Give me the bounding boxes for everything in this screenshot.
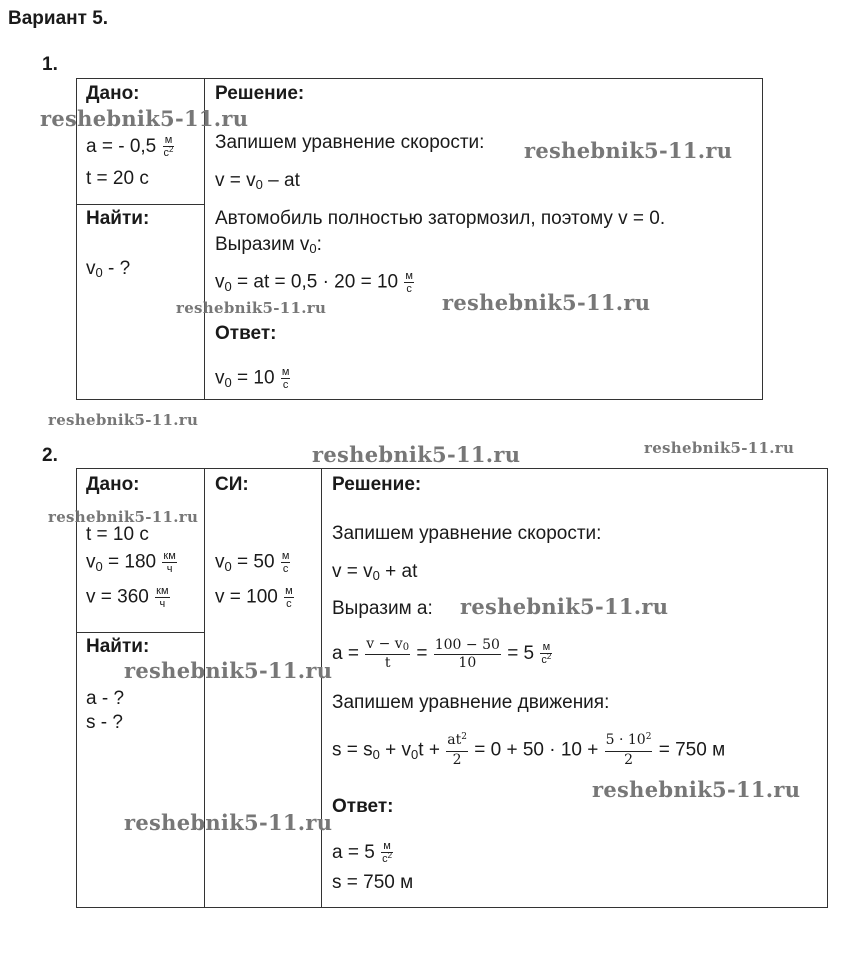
solution-line-2: v = v0 – at xyxy=(215,170,300,192)
watermark: reshebnik5-11.ru xyxy=(524,138,733,163)
solution-formula-distance: s = s0 + v0t + $\frac{at^2}{2}$ = 0 + 50 · 10 + $\frac{5 \cdot 10^2}{2}$ = 750 м xyxy=(332,732,726,768)
answer-acceleration: a = 5 $\frac{м}{с^2}$ xyxy=(332,840,393,865)
answer-value: v0 = 10 $\frac{м}{с}$ xyxy=(215,366,290,391)
solution-formula-acceleration: a = $\frac{v - v0}{t}$ = $\frac{100 - 50}{10}$ = 5 $\frac{м}{с^2}$ xyxy=(332,636,552,671)
solution-line-5: v0 = at = 0,5 · 20 = 10 $\frac{м}{с}$ xyxy=(215,270,413,295)
problem-2-number: 2. xyxy=(42,445,58,466)
find-acceleration: a - ? xyxy=(86,688,125,709)
watermark: reshebnik5-11.ru xyxy=(48,411,199,429)
solution-line-1: Запишем уравнение скорости: xyxy=(215,132,485,153)
given-initial-velocity: v0 = 180 $\frac{км}{ч}$ xyxy=(86,550,176,575)
watermark: reshebnik5-11.ru xyxy=(40,106,249,131)
watermark: reshebnik5-11.ru xyxy=(124,810,333,835)
watermark: reshebnik5-11.ru xyxy=(644,439,795,457)
watermark: reshebnik5-11.ru xyxy=(124,658,333,683)
given-header: Дано: xyxy=(86,83,140,104)
solution-line-1: Запишем уравнение скорости: xyxy=(332,523,602,544)
problem-2-given-divider xyxy=(76,632,204,633)
watermark: reshebnik5-11.ru xyxy=(460,594,669,619)
solution-line-3: Автомобиль полностью затормозил, поэтому v = 0. xyxy=(215,208,666,229)
watermark: reshebnik5-11.ru xyxy=(442,290,651,315)
problem-1-given-divider xyxy=(76,204,204,205)
problem-2-divider-1 xyxy=(204,468,205,908)
watermark: reshebnik5-11.ru xyxy=(176,299,327,317)
solution-header: Решение: xyxy=(215,83,305,104)
solution-line-4: Выразим v0: xyxy=(215,234,322,256)
given-final-velocity: v = 360 $\frac{км}{ч}$ xyxy=(86,585,169,610)
watermark: reshebnik5-11.ru xyxy=(592,777,801,802)
si-final-velocity: v = 100 $\frac{м}{с}$ xyxy=(215,585,293,610)
page-title: Вариант 5. xyxy=(8,8,109,29)
solution-line-5: Запишем уравнение движения: xyxy=(332,692,610,713)
solution-line-3: Выразим a: xyxy=(332,598,433,619)
find-header: Найти: xyxy=(86,636,150,657)
solution-line-2: v = v0 + at xyxy=(332,561,418,583)
answer-header: Ответ: xyxy=(332,796,394,817)
watermark: reshebnik5-11.ru xyxy=(48,508,199,526)
si-initial-velocity: v0 = 50 $\frac{м}{с}$ xyxy=(215,550,290,575)
given-time: t = 10 с xyxy=(86,524,149,545)
find-initial-velocity: v0 - ? xyxy=(86,258,131,280)
find-header: Найти: xyxy=(86,208,150,229)
si-header: СИ: xyxy=(215,474,249,495)
given-header: Дано: xyxy=(86,474,140,495)
solution-header: Решение: xyxy=(332,474,422,495)
answer-header: Ответ: xyxy=(215,323,277,344)
answer-distance: s = 750 м xyxy=(332,872,414,893)
given-time: t = 20 с xyxy=(86,168,149,189)
watermark: reshebnik5-11.ru xyxy=(312,442,521,467)
given-acceleration: a = - 0,5 $\frac{м}{с^2}$ xyxy=(86,134,174,159)
problem-2-divider-2 xyxy=(321,468,322,908)
problem-1-number: 1. xyxy=(42,54,58,75)
find-distance: s - ? xyxy=(86,712,123,733)
